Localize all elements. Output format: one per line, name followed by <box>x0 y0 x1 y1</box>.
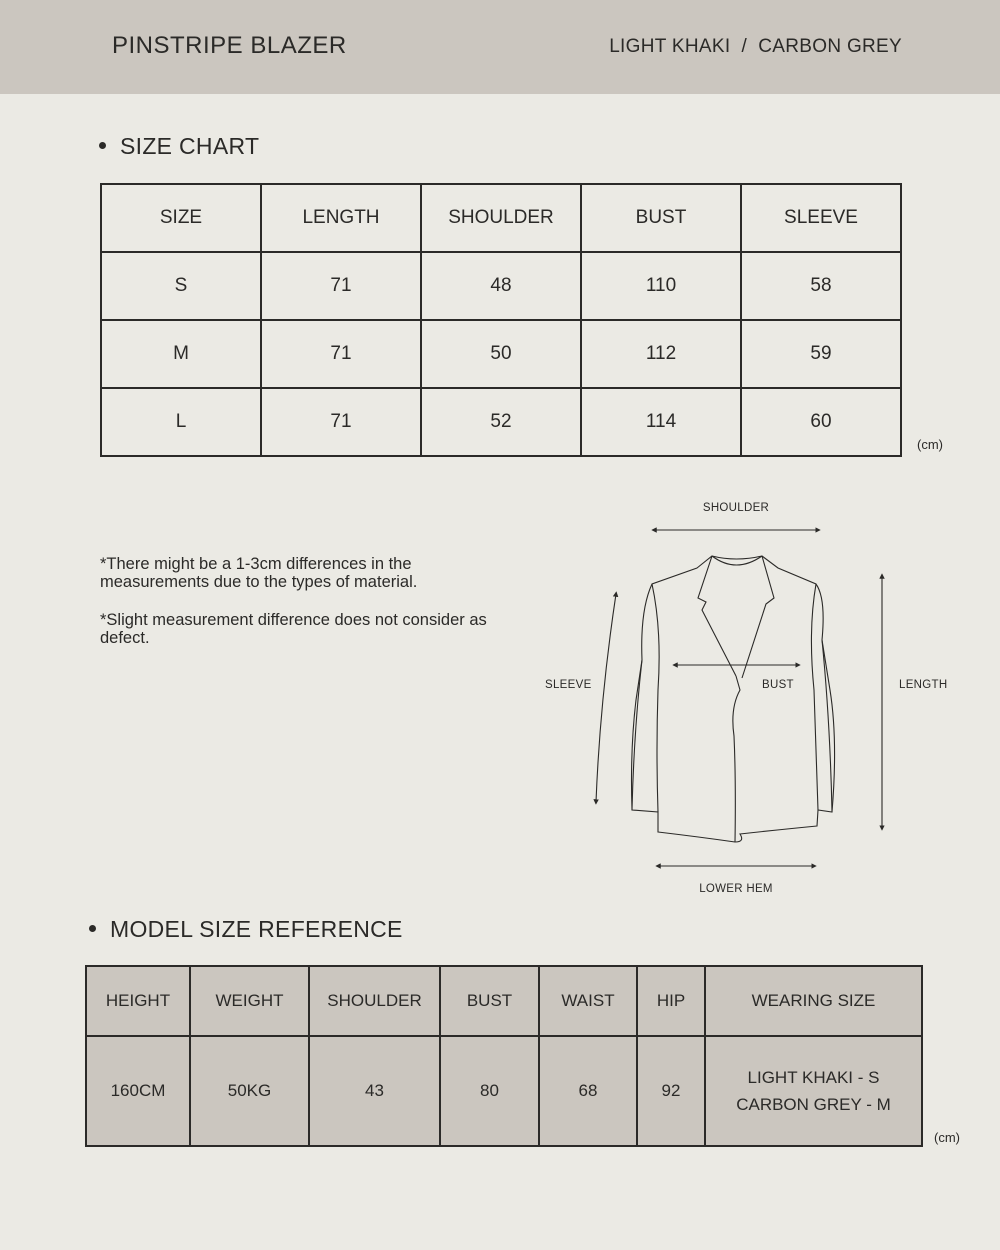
table-row <box>101 388 901 456</box>
sleeve-arrow <box>596 594 616 802</box>
diagram-label-length: LENGTH <box>899 679 948 691</box>
wearing-size-cell <box>705 1036 922 1146</box>
table-cell: 50KG <box>190 1036 309 1146</box>
table-cell: 43 <box>309 1036 440 1146</box>
table-cell: S <box>101 252 261 320</box>
table-cell: 50 <box>421 320 581 388</box>
note-material: *There might be a 1-3cm differences in the measurements due to the types of material. <box>100 555 418 591</box>
column-header: WEIGHT <box>190 966 309 1036</box>
model-table-unit: (cm) <box>934 1130 960 1145</box>
model-size-table <box>85 965 923 1147</box>
table-cell: 112 <box>581 320 741 388</box>
bullet-icon <box>99 142 106 149</box>
table-cell: 71 <box>261 320 421 388</box>
size-chart-unit: (cm) <box>917 437 943 452</box>
diagram-label-bust: BUST <box>762 679 794 691</box>
column-header: SHOULDER <box>421 184 581 252</box>
column-header: HIP <box>637 966 705 1036</box>
column-header: BUST <box>581 184 741 252</box>
blazer-measurement-diagram <box>530 490 970 900</box>
column-header: WAIST <box>539 966 637 1036</box>
model-heading-text: MODEL SIZE REFERENCE <box>110 916 403 942</box>
table-cell: 48 <box>421 252 581 320</box>
bullet-icon <box>89 925 96 932</box>
model-heading <box>89 916 403 943</box>
table-cell: 58 <box>741 252 901 320</box>
table-cell: 92 <box>637 1036 705 1146</box>
column-header: SLEEVE <box>741 184 901 252</box>
table-row <box>86 1036 922 1146</box>
wearing-size-line: LIGHT KHAKI - S <box>747 1068 880 1087</box>
table-cell: 52 <box>421 388 581 456</box>
table-header-row <box>101 184 901 252</box>
diagram-label-sleeve: SLEEVE <box>545 679 592 691</box>
header-bar <box>0 0 1000 94</box>
table-cell: 160CM <box>86 1036 190 1146</box>
column-header: LENGTH <box>261 184 421 252</box>
table-cell: L <box>101 388 261 456</box>
table-cell: 114 <box>581 388 741 456</box>
column-header: HEIGHT <box>86 966 190 1036</box>
wearing-size-line: CARBON GREY - M <box>736 1095 891 1114</box>
table-cell: 71 <box>261 252 421 320</box>
table-cell: M <box>101 320 261 388</box>
table-row <box>101 320 901 388</box>
size-chart-heading-text: SIZE CHART <box>120 133 260 159</box>
table-cell: 59 <box>741 320 901 388</box>
blazer-outline <box>632 556 835 842</box>
size-chart-table <box>100 183 902 457</box>
column-header: SHOULDER <box>309 966 440 1036</box>
table-cell: 68 <box>539 1036 637 1146</box>
table-cell: 60 <box>741 388 901 456</box>
product-title: PINSTRIPE BLAZER <box>112 32 347 59</box>
column-header: SIZE <box>101 184 261 252</box>
diagram-label-lower-hem: LOWER HEM <box>699 883 773 895</box>
column-header: WEARING SIZE <box>705 966 922 1036</box>
note-defect: *Slight measurement difference does not consider as defect. <box>100 611 487 647</box>
table-cell: 71 <box>261 388 421 456</box>
table-cell: 80 <box>440 1036 539 1146</box>
table-row <box>101 252 901 320</box>
size-chart-heading <box>99 133 259 160</box>
column-header: BUST <box>440 966 539 1036</box>
table-header-row <box>86 966 922 1036</box>
color-options: LIGHT KHAKI / CARBON GREY <box>609 36 902 57</box>
table-cell: 110 <box>581 252 741 320</box>
diagram-label-shoulder: SHOULDER <box>702 502 770 514</box>
